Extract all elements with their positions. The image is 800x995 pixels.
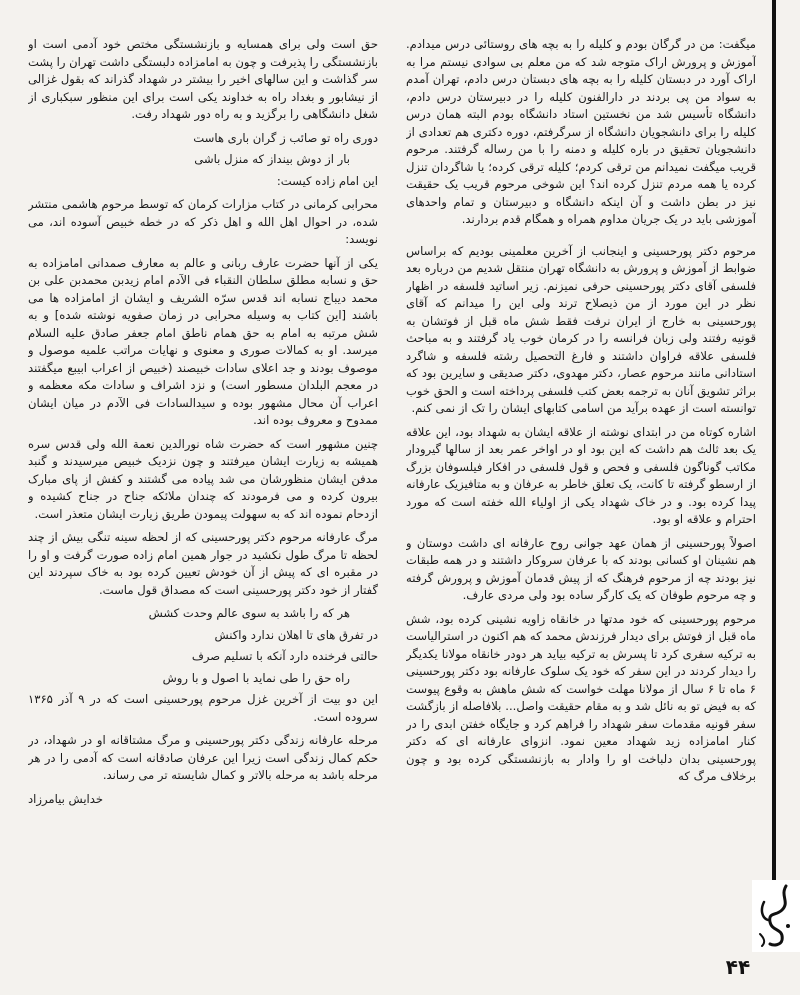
poem-verse: حالتی فرخنده دارد آنکه با تسلیم صرف bbox=[191, 649, 378, 663]
page-frame-line bbox=[772, 0, 776, 940]
left-text-column bbox=[28, 36, 378, 939]
right-text-column bbox=[406, 36, 756, 939]
paragraph: چنین مشهور است که حضرت شاه نورالدین نعمة الله ولی قدس سره همیشه به زیارت ایشان میرفتند و چون نزدیک خبیص میرسیدند و گنبد مدفن ایشان منظورشان می شد پیاده می گشتند و کفش از پای مبارک بیرون کرده و می فرمودند که چندان ملائکه جناح در جناح کشیده و ازدحام نموده اند که به سهولت پیمودن طریق زیارت ایشان متعذر است. bbox=[28, 436, 378, 521]
paragraph: حق است ولی برای همسایه و بازنشستگی مختص خود آدمی است او بازنشستگی را پذیرفت و چون به امامزاده دلبستگی داشت تهران را پشت سر گذاشت و این سالهای اخیر را بیشتر در شهداد گذراند که بقول غزالی از نیشابور و بغداد راه به خداوند یکی است برای این منظور سبکباری از شغل دانشگاهی را برگزید و به راه دور شهداد رفت. bbox=[28, 37, 378, 121]
paragraph: میگفت: من در گرگان بودم و کلیله را به بچه های روستائی درس میدادم. آموزش و پرورش اراک متوجه شد که من معلم بی سوادی نیستم مرا به اراک آورد در دبستان کلیله را به بچه های دبستان درس دادم، تهران آمدم به سواد من پی بردند در دارالفنون کلیله را در دبیرستان درس دادم، دانشگاه تأسیس شد من نخستین استاد دانشگاه بودم البته همان درس کلیله را برای دانشجویان دانشگاه از سرگرفتم، دوره دکتری هم تعدادی از دانشجویان تحقیق در باره کلیله و دمنه را با من رساله گرفتند. مرحوم قریب میگفت نمیدانم من ترقی کردم؛ کلیله ترقی کرده؛ یا شاگردان تنزل کرده یا همه مردم تنزل کرده اند؟ این شوخی مرحوم قریب یک حقیقت نیز در بطن داشت و آن اینکه دانشگاه و دبیرستان و تمام واحدهای آموزشی باید در یک جریان مداوم همراه و همگام قدم بردارند. bbox=[406, 37, 756, 226]
paragraph: این دو بیت از آخرین غزل مرحوم پورحسینی است که در ۹ آذر ۱۳۶۵ سروده است. bbox=[28, 692, 378, 724]
paragraph: اشاره کوتاه من در ابتدای نوشته از علاقه ایشان به شهداد بود، این علاقه یک بعد ثالث هم داشت که این بود او در اواخر عمر بعد از سالها گیرودار مکاتب گوناگون فلسفی و فحص و قول فلسفی در افکار فیلسوفان بزرگ از ارسطو گرفته تا کانت، یک تعلق خاطر به عرفان و به متافیزیک عارفانه پیدا کرده بود. و در خاک شهداد یکی از اولیاء الله خفته است که مورد احترام و علاقه او بود. bbox=[406, 424, 756, 526]
poem-verse: راه حق را طی نماید با اصول و با روش bbox=[162, 670, 350, 685]
page-number: ۴۴ bbox=[725, 955, 751, 979]
paragraph: اصولاً پورحسینی از همان عهد جوانی روح عارفانه ای داشت دوستان و هم نشینان او کسانی بودند که با عرفان سروکار داشتند و در همه طبقات نیز بودند چه از مرحوم فرهنگ که از پیش قدمان آموزش و پرورش گرفته و چه مرحوم طوفان که یک کارگر ساده بود ولی مردی عارف. bbox=[406, 535, 756, 602]
poem-verse: بار از دوش بینداز که منزل باشی bbox=[194, 152, 350, 166]
closing-line: خدایش بیامرزاد bbox=[28, 791, 104, 806]
quoted-paragraph: یکی از آنها حضرت عارف ربانی و عالم به معارف صمدانی امامزاده به حق و نسابه مطلق سلطان النقباء فی الآدم امام زیدبن محمدبن علی بن محمد دیباج نسابه اند قدس سرّه الشریف و ایشان از امامزاده ها می باشند [این کتاب به وسیله محرابی در زمان صفویه نوشته شده] و به شش مرتبه به امام به حق همام ناطق امام جعفر صادق علیه السلام میرسد. او به کمالات صوری و معنوی و نهایات مراتب علمیه موصول و موصوف بودند و جد اعلای سادات خبیصند (خبیص از اعراب ابیبع میگفتند در معجم البلدان مسطور است) و نزد اشراف و سادات مکه معظمه و اعراب آن محال مشهور بوده و سیدالسادات فی الآدم در میان ایشان ممدوح و معروف بوده اند. bbox=[28, 255, 378, 427]
paragraph: مرحله عارفانه زندگی دکتر پورحسینی و مرگ مشتاقانه او در شهداد، در حکم کمال زندگی است زیرا این عرفان صادقانه است که آدمی را در هر مرحله باشد به مرحله بالاتر و کمال شایسته تر می رساند. bbox=[28, 733, 378, 782]
kerman-logo bbox=[752, 880, 800, 952]
paragraph: محرابی کرمانی در کتاب مزارات کرمان که توسط مرحوم هاشمی منتشر شده، در احوال اهل الله و اهل ذکر که در خطه خبیص آسوده اند، می نویسد: bbox=[28, 197, 378, 246]
paragraph: مرحوم پورحسینی که خود مدتها در خانقاه زاویه نشینی کرده بود، شش ماه قبل از فوتش برای دیدار فرزندش محمد که هم اکنون در استرالیاست به ترکیه سفری کرد تا پسرش به ترکیه بیاید هر دودر خانقاه مولانا یکدیگر را دیدار کردند در این سفر که خود یک سلوک عارفانه بود دکتر پورحسینی ۶ ماه تا ۶ سال از مولانا مهلت خواست که شش ماهش به وقوع پیوست که به فیض تو به نائل شد و به مقام حقیقت واصل... بلافاصله از بازگشت سفر قونیه مقدمات سفر شهداد را فراهم کرد و جایگاه خفتن ابدی را در کنار امامزاده زید شهداد معین نمود. انزوای عارفانه ای که دکتر پورحسینی بدان دلباخت او را وادار به بازنشستگی کرده بود و چون برخلاف مرگ که bbox=[406, 611, 756, 783]
poem-verse: هر که را باشد به سوی عالم وحدت کشش bbox=[148, 606, 350, 620]
poem-verse: دوری راه تو صائب ز گران باری هاست bbox=[193, 130, 378, 145]
paragraph: مرگ عارفانه مرحوم دکتر پورحسینی که از لحظه سینه تنگی بیش از چند لحظه تا مرگ طول نکشید در جوار همین امام زاده صورت گرفت و او را در مقبره ای که پیش از آن خودش تعیین کرده بود به خاک سپردند این گفتار از خود دکتر پورحسینی است که مصداق قول ماست. bbox=[28, 530, 378, 597]
poem-verse: در تفرق های تا اهلان ندارد واکنش bbox=[214, 627, 378, 642]
kerman-calligraphy-icon bbox=[754, 882, 798, 950]
section-question: این امام زاده کیست: bbox=[276, 173, 378, 188]
paragraph: مرحوم دکتر پورحسینی و اینجانب از آخرین معلمینی بودیم که براساس ضوابط از آموزش و پرورش به دانشگاه تهران منتقل شدیم من درباره بعد فلسفی آقای دکتر پورحسینی حرفی نمیزنم. زیر اساتید فلسفه در اظهار نظر در این مورد از من ذیصلاح ترند ولی این را میدانم که آقای پورحسینی به خارج از ایران نرفت فقط شش ماه قبل از فوتشان به قونیه رفتند ولی زبان فرانسه را در کرمان خوب یاد گرفتند و به مباحث فلسفی علاقه فراوان داشتند و فارغ التحصیل رشته فلسفه و شاگرد استادانی مانند مرحوم عصار، دکتر مهدوی، دکتر صدیقی و سایرین بود که براثر تشویق آنان به ترجمه بعض کتب فلسفی پرداخته است و الحق خوب توانسته است از عهده برآید من اسامی کتابهای ایشان را تک از نمی کنم. bbox=[406, 243, 756, 415]
